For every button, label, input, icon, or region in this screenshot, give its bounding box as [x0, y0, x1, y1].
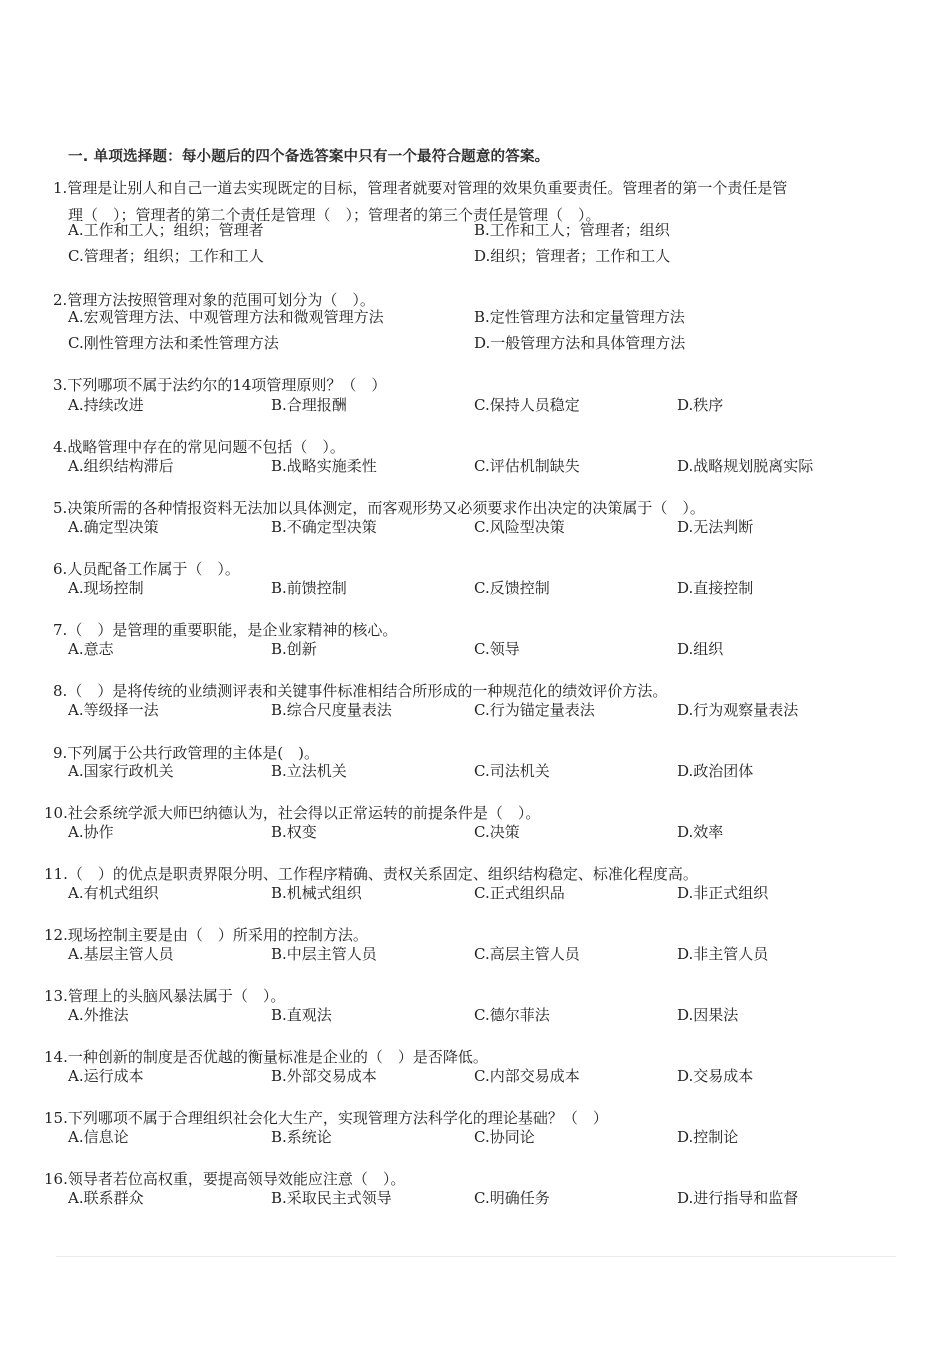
- option-d: D.组织；管理者；工作和工人: [474, 247, 671, 265]
- question-text: 战略管理中存在的常见问题不包括（ ）。: [67, 438, 345, 456]
- option-b: B.采取民主式领导: [271, 1189, 392, 1207]
- question-text: （ ）的优点是职责界限分明、工作程序精确、责权关系固定、组织结构稳定、标准化程度高。: [67, 865, 698, 883]
- question-10: [44, 800, 880, 827]
- question-number: 8.: [53, 682, 68, 700]
- option-b: B.直观法: [271, 1006, 332, 1024]
- option-b: B.战略实施柔性: [271, 457, 377, 475]
- option-a: A.协作: [68, 823, 114, 841]
- question-text: 一种创新的制度是否优越的衡量标准是企业的（ ）是否降低。: [67, 1048, 488, 1066]
- question-text: 管理方法按照管理对象的范围可划分为（ ）。: [67, 291, 375, 309]
- question-number: 2.: [53, 291, 68, 309]
- option-d: D.无法判断: [677, 518, 754, 536]
- question-text: 管理是让别人和自己一道去实现既定的目标，管理者就要对管理的效果负重要责任。管理者的第一个责任是管: [67, 179, 788, 197]
- question-13: [44, 983, 880, 1010]
- option-c: C.内部交易成本: [474, 1067, 580, 1085]
- question-text: 领导者若位高权重，要提高领导效能应注意（ ）。: [67, 1170, 406, 1188]
- option-d: D.组织: [677, 640, 724, 658]
- option-d: D.秩序: [677, 396, 724, 414]
- option-b: B.不确定型决策: [271, 518, 377, 536]
- option-a: A.联系群众: [68, 1189, 144, 1207]
- question-number: 15.: [44, 1109, 68, 1127]
- question-5: [53, 495, 880, 522]
- question-text: 社会系统学派大师巴纳德认为，社会得以正常运转的前提条件是（ ）。: [67, 804, 541, 822]
- question-text: （ ）是管理的重要职能，是企业家精神的核心。: [67, 621, 398, 639]
- option-a: A.现场控制: [68, 579, 144, 597]
- option-c: C.行为锚定量表法: [474, 701, 595, 719]
- question-number: 4.: [53, 438, 68, 456]
- option-a: A.等级择一法: [68, 701, 159, 719]
- option-a: A.组织结构滞后: [68, 457, 174, 475]
- option-b: B.机械式组织: [271, 884, 362, 902]
- option-b: B.前馈控制: [271, 579, 347, 597]
- option-b: B.综合尺度量表法: [271, 701, 392, 719]
- question-number: 9.: [53, 744, 68, 762]
- option-c: C.评估机制缺失: [474, 457, 580, 475]
- question-15: [44, 1105, 880, 1132]
- option-a: A.国家行政机关: [68, 762, 174, 780]
- option-c: C.风险型决策: [474, 518, 565, 536]
- question-text: 管理上的头脑风暴法属于（ ）。: [67, 987, 286, 1005]
- option-d: D.非主管人员: [677, 945, 769, 963]
- question-number: 6.: [53, 560, 68, 578]
- option-a: A.意志: [68, 640, 114, 658]
- option-a: A.确定型决策: [68, 518, 159, 536]
- option-c: C.司法机关: [474, 762, 550, 780]
- question-text: 下列哪项不属于合理组织社会化大生产，实现管理方法科学化的理论基础？（ ）: [67, 1109, 608, 1127]
- option-c: C.德尔菲法: [474, 1006, 550, 1024]
- option-c: C.领导: [474, 640, 520, 658]
- option-c: C.正式组织品: [474, 884, 565, 902]
- question-3: [53, 372, 880, 399]
- option-b: B.定性管理方法和定量管理方法: [474, 308, 685, 326]
- question-text: （ ）是将传统的业绩测评表和关键事件标准相结合所形成的一种规范化的绩效评价方法。: [67, 682, 668, 700]
- option-d: D.效率: [677, 823, 724, 841]
- option-b: B.系统论: [271, 1128, 332, 1146]
- option-a: A.运行成本: [68, 1067, 144, 1085]
- question-text: 下列哪项不属于法约尔的14项管理原则？（ ）: [67, 376, 387, 394]
- question-6: [53, 556, 880, 583]
- question-number: 16.: [44, 1170, 68, 1188]
- question-number: 13.: [44, 987, 68, 1005]
- option-a: A.基层主管人员: [68, 945, 174, 963]
- question-text: 人员配备工作属于（ ）。: [67, 560, 240, 578]
- option-d: D.因果法: [677, 1006, 739, 1024]
- question-number: 10.: [44, 804, 68, 822]
- question-14: [44, 1044, 880, 1071]
- option-a: A.持续改进: [68, 396, 144, 414]
- option-c: C.高层主管人员: [474, 945, 580, 963]
- question-7: [53, 617, 880, 644]
- question-text: 现场控制主要是由（ ）所采用的控制方法。: [67, 926, 368, 944]
- option-c: C.保持人员稳定: [474, 396, 580, 414]
- bottom-divider: [56, 1256, 896, 1257]
- option-b: B.合理报酬: [271, 396, 347, 414]
- question-number: 1.: [53, 179, 68, 197]
- question-number: 11.: [44, 865, 68, 883]
- option-d: D.控制论: [677, 1128, 739, 1146]
- question-text: 下列属于公共行政管理的主体是( )。: [67, 744, 320, 762]
- question-number: 12.: [44, 926, 68, 944]
- option-b: B.外部交易成本: [271, 1067, 377, 1085]
- option-d: D.行为观察量表法: [677, 701, 799, 719]
- option-d: D.进行指导和监督: [677, 1189, 799, 1207]
- option-b: B.立法机关: [271, 762, 347, 780]
- question-text: 决策所需的各种情报资料无法加以具体测定，而客观形势又必须要求作出决定的决策属于（ ）。: [67, 499, 705, 517]
- option-b: B.创新: [271, 640, 317, 658]
- option-c: C.反馈控制: [474, 579, 550, 597]
- option-d: D.交易成本: [677, 1067, 754, 1085]
- option-b: B.权变: [271, 823, 317, 841]
- question-number: 3.: [53, 376, 68, 394]
- option-d: D.政治团体: [677, 762, 754, 780]
- option-d: D.战略规划脱离实际: [677, 457, 814, 475]
- question-number: 5.: [53, 499, 68, 517]
- option-c: C.协同论: [474, 1128, 535, 1146]
- option-d: D.直接控制: [677, 579, 754, 597]
- option-a: A.宏观管理方法、中观管理方法和微观管理方法: [68, 308, 384, 326]
- option-d: D.一般管理方法和具体管理方法: [474, 334, 686, 352]
- option-a: A.信息论: [68, 1128, 129, 1146]
- question-number: 14.: [44, 1048, 68, 1066]
- option-c: C.刚性管理方法和柔性管理方法: [68, 334, 279, 352]
- option-b: B.中层主管人员: [271, 945, 377, 963]
- option-c: C.决策: [474, 823, 520, 841]
- question-text-continued: 理（ ）；管理者的第二个责任是管理（ ）；管理者的第三个责任是管理（ ）。: [68, 206, 601, 224]
- option-b: B.工作和工人；管理者；组织: [474, 221, 670, 239]
- option-a: A.外推法: [68, 1006, 129, 1024]
- option-c: C.管理者；组织；工作和工人: [68, 247, 264, 265]
- option-a: A.工作和工人；组织；管理者: [68, 221, 264, 239]
- option-a: A.有机式组织: [68, 884, 159, 902]
- question-number: 7.: [53, 621, 68, 639]
- question-9: [53, 740, 880, 767]
- section-title: 一. 单项选择题：每小题后的四个备选答案中只有一个最符合题意的答案。: [68, 149, 550, 165]
- option-c: C.明确任务: [474, 1189, 550, 1207]
- option-d: D.非正式组织: [677, 884, 769, 902]
